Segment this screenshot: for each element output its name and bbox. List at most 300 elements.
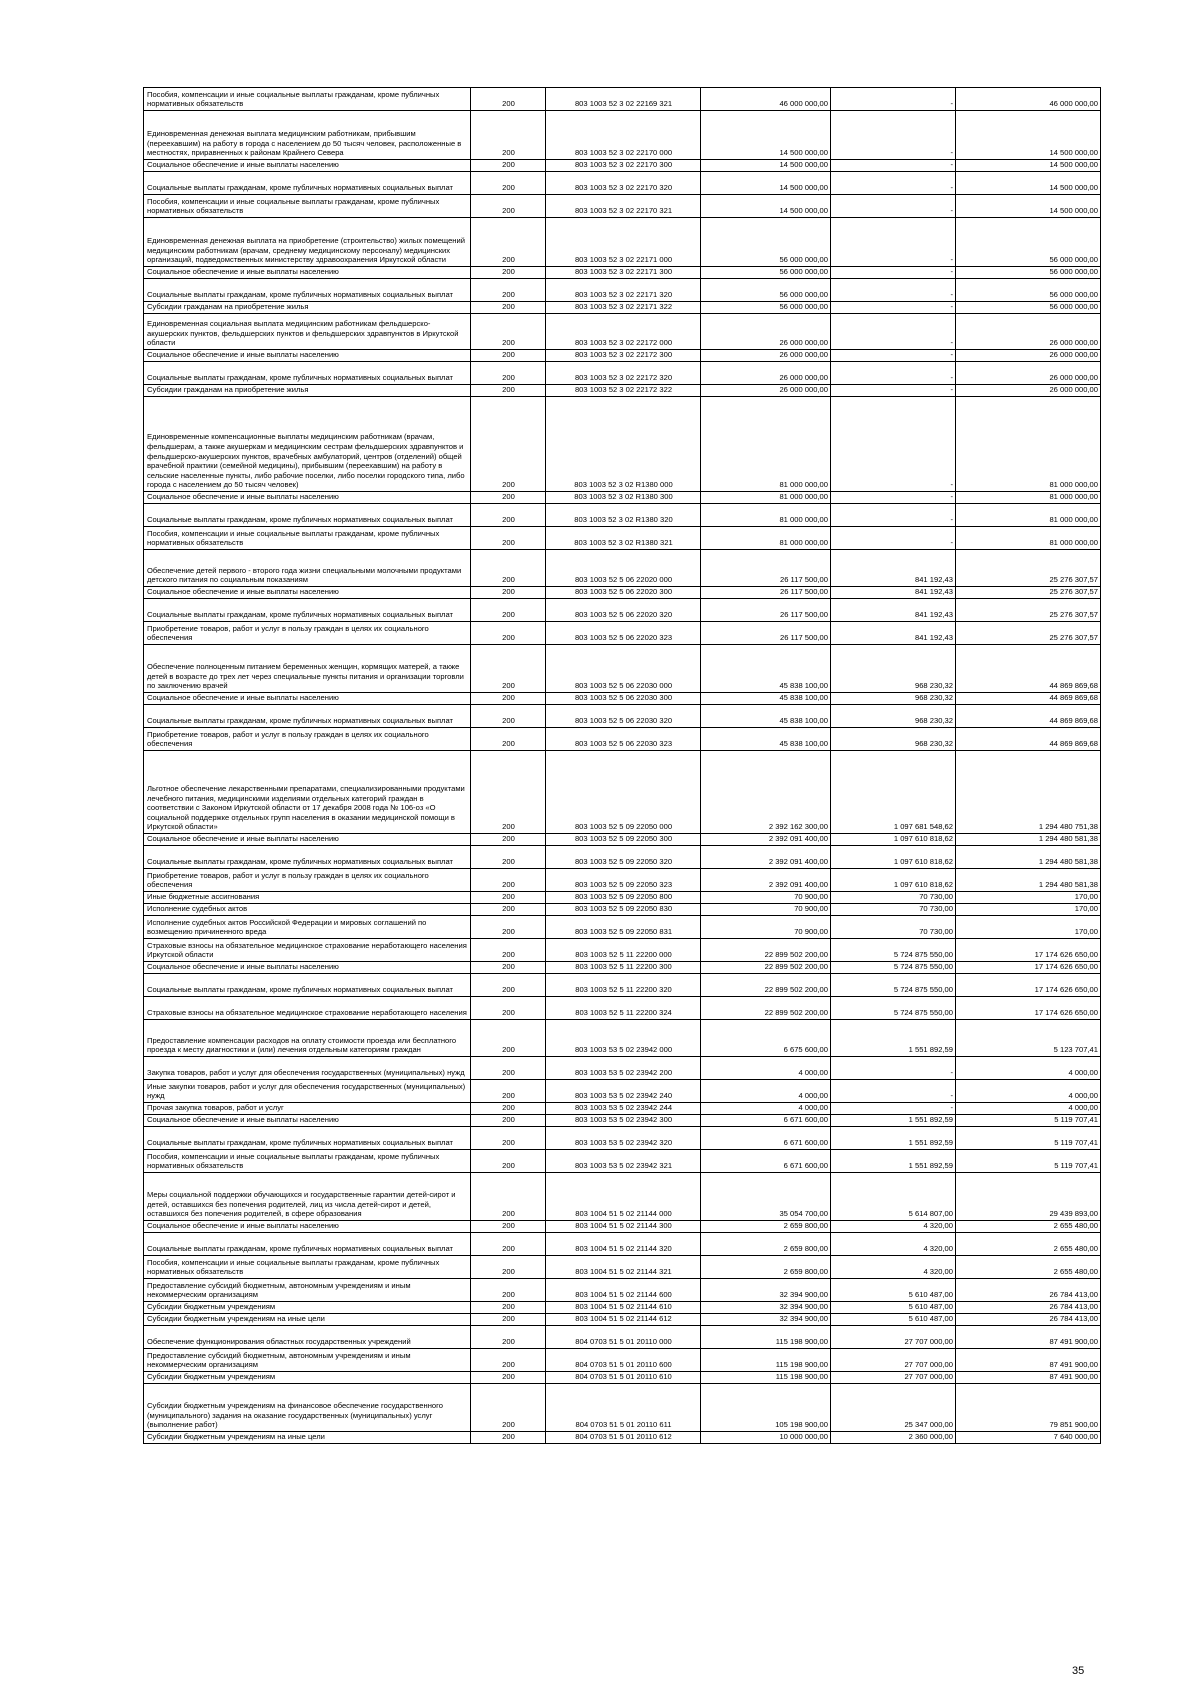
row-description: Социальное обеспечение и иные выплаты населению — [144, 962, 471, 974]
row-description: Иные закупки товаров, работ и услуг для обеспечения государственных (муниципальных) нужд — [144, 1080, 471, 1103]
row-description: Исполнение судебных актов — [144, 904, 471, 916]
row-budget-code: 803 1003 52 5 11 22200 300 — [546, 962, 701, 974]
row-code: 200 — [471, 892, 546, 904]
row-code: 200 — [471, 1256, 546, 1279]
row-code: 200 — [471, 904, 546, 916]
row-executed: - — [831, 1080, 956, 1103]
table-row — [144, 504, 1101, 527]
table-row — [144, 1233, 1101, 1256]
row-remaining: 46 000 000,00 — [956, 88, 1101, 111]
row-approved: 6 671 600,00 — [701, 1150, 831, 1173]
row-approved: 105 198 900,00 — [701, 1384, 831, 1432]
row-approved: 4 000,00 — [701, 1080, 831, 1103]
row-executed: 841 192,43 — [831, 587, 956, 599]
row-budget-code: 803 1003 52 5 06 22020 300 — [546, 587, 701, 599]
row-budget-code: 803 1003 52 3 02 22171 320 — [546, 279, 701, 302]
row-approved: 22 899 502 200,00 — [701, 974, 831, 997]
row-approved: 22 899 502 200,00 — [701, 962, 831, 974]
row-code: 200 — [471, 962, 546, 974]
row-approved: 45 838 100,00 — [701, 705, 831, 728]
row-budget-code: 803 1003 52 3 02 22172 300 — [546, 350, 701, 362]
row-approved: 32 394 900,00 — [701, 1279, 831, 1302]
row-budget-code: 804 0703 51 5 01 20110 610 — [546, 1372, 701, 1384]
row-executed: 1 097 681 548,62 — [831, 751, 956, 834]
row-budget-code: 803 1004 51 5 02 21144 600 — [546, 1279, 701, 1302]
table-row — [144, 1127, 1101, 1150]
row-executed: 968 230,32 — [831, 728, 956, 751]
row-budget-code: 803 1003 52 5 06 22030 320 — [546, 705, 701, 728]
row-description: Исполнение судебных актов Российской Федерации и мировых соглашений по возмещению причиненного вреда — [144, 916, 471, 939]
row-executed: - — [831, 1057, 956, 1080]
row-approved: 81 000 000,00 — [701, 504, 831, 527]
table-row — [144, 314, 1101, 350]
row-code: 200 — [471, 916, 546, 939]
row-approved: 2 659 800,00 — [701, 1256, 831, 1279]
row-remaining: 17 174 626 650,00 — [956, 974, 1101, 997]
row-code: 200 — [471, 160, 546, 172]
row-remaining: 87 491 900,00 — [956, 1372, 1101, 1384]
row-description: Обеспечение функционирования областных государственных учреждений — [144, 1326, 471, 1349]
row-remaining: 4 000,00 — [956, 1057, 1101, 1080]
row-budget-code: 803 1003 53 5 02 23942 240 — [546, 1080, 701, 1103]
row-approved: 70 900,00 — [701, 892, 831, 904]
row-budget-code: 803 1003 53 5 02 23942 320 — [546, 1127, 701, 1150]
row-description: Социальные выплаты гражданам, кроме публичных нормативных социальных выплат — [144, 504, 471, 527]
row-budget-code: 803 1003 53 5 02 23942 000 — [546, 1020, 701, 1057]
row-approved: 70 900,00 — [701, 904, 831, 916]
row-code: 200 — [471, 504, 546, 527]
row-budget-code: 803 1004 51 5 02 21144 300 — [546, 1221, 701, 1233]
row-code: 200 — [471, 974, 546, 997]
row-description: Социальное обеспечение и иные выплаты населению — [144, 160, 471, 172]
row-description: Страховые взносы на обязательное медицинское страхование неработающего населения — [144, 997, 471, 1020]
row-approved: 26 117 500,00 — [701, 599, 831, 622]
table-row — [144, 397, 1101, 492]
row-budget-code: 803 1003 52 5 09 22050 800 — [546, 892, 701, 904]
row-code: 200 — [471, 1150, 546, 1173]
row-remaining: 17 174 626 650,00 — [956, 962, 1101, 974]
row-description: Социальные выплаты гражданам, кроме публичных нормативных социальных выплат — [144, 172, 471, 195]
row-approved: 115 198 900,00 — [701, 1349, 831, 1372]
row-description: Предоставление субсидий бюджетным, автономным учреждениям и иным некоммерческим организациям — [144, 1349, 471, 1372]
row-code: 200 — [471, 111, 546, 160]
row-code: 200 — [471, 362, 546, 385]
row-budget-code: 803 1003 52 3 02 22171 322 — [546, 302, 701, 314]
table-row — [144, 1256, 1101, 1279]
row-code: 200 — [471, 1057, 546, 1080]
row-executed: - — [831, 527, 956, 550]
row-code: 200 — [471, 267, 546, 279]
row-code: 200 — [471, 622, 546, 645]
row-remaining: 81 000 000,00 — [956, 504, 1101, 527]
row-code: 200 — [471, 88, 546, 111]
row-remaining: 56 000 000,00 — [956, 218, 1101, 267]
table-row — [144, 1314, 1101, 1326]
row-remaining: 4 000,00 — [956, 1103, 1101, 1115]
row-code: 200 — [471, 1115, 546, 1127]
row-budget-code: 803 1004 51 5 02 21144 321 — [546, 1256, 701, 1279]
row-executed: 968 230,32 — [831, 645, 956, 693]
row-executed: 4 320,00 — [831, 1221, 956, 1233]
row-executed: 70 730,00 — [831, 916, 956, 939]
table-row — [144, 111, 1101, 160]
row-remaining: 44 869 869,68 — [956, 693, 1101, 705]
table-row — [144, 279, 1101, 302]
row-description: Субсидии гражданам на приобретение жилья — [144, 302, 471, 314]
row-executed: 5 610 487,00 — [831, 1279, 956, 1302]
row-description: Субсидии гражданам на приобретение жилья — [144, 385, 471, 397]
row-code: 200 — [471, 492, 546, 504]
row-remaining: 2 655 480,00 — [956, 1221, 1101, 1233]
row-remaining: 1 294 480 581,38 — [956, 846, 1101, 869]
row-remaining: 170,00 — [956, 916, 1101, 939]
row-executed: 1 551 892,59 — [831, 1127, 956, 1150]
row-description: Предоставление компенсации расходов на оплату стоимости проезда или бесплатного проезда к месту диагностики и (или) лечения отдельным категориям граждан — [144, 1020, 471, 1057]
row-description: Пособия, компенсации и иные социальные выплаты гражданам, кроме публичных нормативных обязательств — [144, 1150, 471, 1173]
row-remaining: 79 851 900,00 — [956, 1384, 1101, 1432]
row-approved: 56 000 000,00 — [701, 218, 831, 267]
row-executed: 27 707 000,00 — [831, 1326, 956, 1349]
table-row — [144, 492, 1101, 504]
row-description: Единовременные компенсационные выплаты медицинским работникам (врачам, фельдшерам, а также акушеркам и медицинским сестрам фельдшерских здравпунктов и фельдшерско-акушерских пунктов, врачебных амбулаторий, центров (отделений) общей врачебной практики (семейной медицины), прибывшим (переехавшим) на работу в сельские населенные пункты, либо рабочие поселки, либо поселки городского типа, либо города с населением до 50 тысяч человек) — [144, 397, 471, 492]
row-approved: 26 000 000,00 — [701, 350, 831, 362]
table-row — [144, 218, 1101, 267]
row-executed: - — [831, 88, 956, 111]
table-row — [144, 1150, 1101, 1173]
row-code: 200 — [471, 751, 546, 834]
row-budget-code: 803 1003 52 5 11 22200 000 — [546, 939, 701, 962]
row-remaining: 87 491 900,00 — [956, 1326, 1101, 1349]
row-remaining: 26 784 413,00 — [956, 1302, 1101, 1314]
row-budget-code: 803 1003 52 5 09 22050 000 — [546, 751, 701, 834]
row-code: 200 — [471, 302, 546, 314]
table-row — [144, 1372, 1101, 1384]
row-executed: - — [831, 172, 956, 195]
row-code: 200 — [471, 1302, 546, 1314]
row-approved: 46 000 000,00 — [701, 88, 831, 111]
row-approved: 32 394 900,00 — [701, 1314, 831, 1326]
row-code: 200 — [471, 527, 546, 550]
row-approved: 26 117 500,00 — [701, 587, 831, 599]
row-budget-code: 803 1003 52 3 02 R1380 320 — [546, 504, 701, 527]
row-remaining: 25 276 307,57 — [956, 622, 1101, 645]
row-executed: 1 551 892,59 — [831, 1150, 956, 1173]
row-budget-code: 803 1003 53 5 02 23942 200 — [546, 1057, 701, 1080]
row-description: Социальные выплаты гражданам, кроме публичных нормативных социальных выплат — [144, 1233, 471, 1256]
row-description: Социальное обеспечение и иные выплаты населению — [144, 693, 471, 705]
row-remaining: 26 784 413,00 — [956, 1314, 1101, 1326]
row-code: 200 — [471, 705, 546, 728]
row-description: Единовременная денежная выплата медицинским работникам, прибывшим (переехавшим) на работу в города с населением до 50 тысяч человек, расположенные в местностях, приравненных к районам Крайнего Севера — [144, 111, 471, 160]
row-budget-code: 803 1003 52 3 02 R1380 300 — [546, 492, 701, 504]
row-budget-code: 803 1003 52 5 06 22020 320 — [546, 599, 701, 622]
row-description: Социальные выплаты гражданам, кроме публичных нормативных социальных выплат — [144, 846, 471, 869]
row-remaining: 2 655 480,00 — [956, 1256, 1101, 1279]
row-description: Социальное обеспечение и иные выплаты населению — [144, 834, 471, 846]
row-code: 200 — [471, 195, 546, 218]
table-row — [144, 267, 1101, 279]
row-remaining: 56 000 000,00 — [956, 279, 1101, 302]
row-approved: 22 899 502 200,00 — [701, 997, 831, 1020]
row-code: 200 — [471, 599, 546, 622]
row-description: Прочая закупка товаров, работ и услуг — [144, 1103, 471, 1115]
row-remaining: 14 500 000,00 — [956, 172, 1101, 195]
table-row — [144, 362, 1101, 385]
row-executed: - — [831, 111, 956, 160]
row-code: 200 — [471, 645, 546, 693]
row-remaining: 26 000 000,00 — [956, 314, 1101, 350]
row-budget-code: 803 1003 52 5 11 22200 324 — [546, 997, 701, 1020]
table-row — [144, 1432, 1101, 1444]
row-budget-code: 804 0703 51 5 01 20110 000 — [546, 1326, 701, 1349]
row-budget-code: 803 1003 52 5 09 22050 831 — [546, 916, 701, 939]
table-row — [144, 527, 1101, 550]
row-budget-code: 803 1003 52 5 09 22050 830 — [546, 904, 701, 916]
row-code: 200 — [471, 1233, 546, 1256]
table-row — [144, 1080, 1101, 1103]
table-row — [144, 869, 1101, 892]
row-approved: 45 838 100,00 — [701, 728, 831, 751]
row-description: Единовременная денежная выплата на приобретение (строительство) жилых помещений медицинским работникам (врачам, среднему медицинскому персоналу) медицинских организаций, подведомственных министерству здравоохранения Иркутской области — [144, 218, 471, 267]
row-budget-code: 803 1003 52 3 02 22170 000 — [546, 111, 701, 160]
row-remaining: 26 784 413,00 — [956, 1279, 1101, 1302]
table-row — [144, 1326, 1101, 1349]
row-executed: 968 230,32 — [831, 705, 956, 728]
row-executed: - — [831, 350, 956, 362]
table-row — [144, 172, 1101, 195]
row-code: 200 — [471, 385, 546, 397]
row-code: 200 — [471, 869, 546, 892]
row-remaining: 26 000 000,00 — [956, 350, 1101, 362]
row-executed: 1 097 610 818,62 — [831, 834, 956, 846]
row-executed: 5 724 875 550,00 — [831, 997, 956, 1020]
row-description: Социальные выплаты гражданам, кроме публичных нормативных социальных выплат — [144, 974, 471, 997]
row-approved: 14 500 000,00 — [701, 195, 831, 218]
row-approved: 115 198 900,00 — [701, 1326, 831, 1349]
row-remaining: 17 174 626 650,00 — [956, 939, 1101, 962]
row-executed: 5 724 875 550,00 — [831, 939, 956, 962]
row-budget-code: 803 1003 52 3 02 22172 320 — [546, 362, 701, 385]
row-code: 200 — [471, 1372, 546, 1384]
row-code: 200 — [471, 1221, 546, 1233]
row-approved: 14 500 000,00 — [701, 172, 831, 195]
table-row — [144, 1384, 1101, 1432]
row-approved: 115 198 900,00 — [701, 1372, 831, 1384]
row-approved: 26 000 000,00 — [701, 314, 831, 350]
row-code: 200 — [471, 397, 546, 492]
row-approved: 35 054 700,00 — [701, 1173, 831, 1221]
row-description: Социальное обеспечение и иные выплаты населению — [144, 492, 471, 504]
table-row — [144, 705, 1101, 728]
budget-table — [143, 87, 1101, 1444]
table-row — [144, 160, 1101, 172]
row-budget-code: 803 1003 52 3 02 R1380 000 — [546, 397, 701, 492]
table-row — [144, 751, 1101, 834]
row-code: 200 — [471, 1384, 546, 1432]
row-executed: - — [831, 267, 956, 279]
row-remaining: 26 000 000,00 — [956, 362, 1101, 385]
row-code: 200 — [471, 1080, 546, 1103]
row-budget-code: 803 1003 52 3 02 22171 000 — [546, 218, 701, 267]
row-executed: 1 551 892,59 — [831, 1115, 956, 1127]
row-budget-code: 803 1003 52 3 02 22170 300 — [546, 160, 701, 172]
row-budget-code: 803 1003 53 5 02 23942 321 — [546, 1150, 701, 1173]
row-description: Социальное обеспечение и иные выплаты населению — [144, 1115, 471, 1127]
row-budget-code: 804 0703 51 5 01 20110 611 — [546, 1384, 701, 1432]
table-row — [144, 1103, 1101, 1115]
row-approved: 32 394 900,00 — [701, 1302, 831, 1314]
table-row — [144, 1020, 1101, 1057]
row-budget-code: 803 1003 53 5 02 23942 244 — [546, 1103, 701, 1115]
row-remaining: 5 119 707,41 — [956, 1150, 1101, 1173]
row-description: Обеспечение детей первого - второго года жизни специальными молочными продуктами детского питания по социальным показаниям — [144, 550, 471, 587]
row-code: 200 — [471, 314, 546, 350]
row-executed: 5 614 807,00 — [831, 1173, 956, 1221]
row-approved: 6 675 600,00 — [701, 1020, 831, 1057]
row-description: Субсидии бюджетным учреждениям на иные цели — [144, 1314, 471, 1326]
row-executed: - — [831, 195, 956, 218]
row-remaining: 2 655 480,00 — [956, 1233, 1101, 1256]
row-description: Социальное обеспечение и иные выплаты населению — [144, 1221, 471, 1233]
table-row — [144, 350, 1101, 362]
row-code: 200 — [471, 834, 546, 846]
table-row — [144, 1279, 1101, 1302]
row-approved: 56 000 000,00 — [701, 267, 831, 279]
row-description: Субсидии бюджетным учреждениям — [144, 1372, 471, 1384]
row-description: Пособия, компенсации и иные социальные выплаты гражданам, кроме публичных нормативных обязательств — [144, 195, 471, 218]
row-executed: 5 724 875 550,00 — [831, 974, 956, 997]
row-remaining: 25 276 307,57 — [956, 599, 1101, 622]
row-remaining: 29 439 893,00 — [956, 1173, 1101, 1221]
row-remaining: 87 491 900,00 — [956, 1349, 1101, 1372]
row-approved: 26 117 500,00 — [701, 622, 831, 645]
table-row — [144, 622, 1101, 645]
row-approved: 2 659 800,00 — [701, 1233, 831, 1256]
row-code: 200 — [471, 1103, 546, 1115]
row-approved: 2 659 800,00 — [701, 1221, 831, 1233]
table-row — [144, 939, 1101, 962]
table-row — [144, 728, 1101, 751]
table-row — [144, 962, 1101, 974]
table-row — [144, 892, 1101, 904]
row-remaining: 170,00 — [956, 904, 1101, 916]
row-description: Социальные выплаты гражданам, кроме публичных нормативных социальных выплат — [144, 1127, 471, 1150]
row-description: Закупка товаров, работ и услуг для обеспечения государственных (муниципальных) нужд — [144, 1057, 471, 1080]
table-row — [144, 1173, 1101, 1221]
row-description: Страховые взносы на обязательное медицинское страхование неработающего населения Иркутской области — [144, 939, 471, 962]
row-approved: 45 838 100,00 — [701, 645, 831, 693]
table-row — [144, 693, 1101, 705]
row-executed: 841 192,43 — [831, 550, 956, 587]
row-approved: 22 899 502 200,00 — [701, 939, 831, 962]
row-approved: 56 000 000,00 — [701, 302, 831, 314]
table-row — [144, 385, 1101, 397]
page-number: 35 — [1072, 1665, 1085, 1677]
row-budget-code: 804 0703 51 5 01 20110 600 — [546, 1349, 701, 1372]
row-approved: 6 671 600,00 — [701, 1127, 831, 1150]
row-executed: 70 730,00 — [831, 904, 956, 916]
row-approved: 26 000 000,00 — [701, 385, 831, 397]
row-executed: - — [831, 397, 956, 492]
row-budget-code: 803 1003 52 3 02 22172 000 — [546, 314, 701, 350]
row-description: Социальные выплаты гражданам, кроме публичных нормативных социальных выплат — [144, 705, 471, 728]
row-budget-code: 803 1003 52 5 09 22050 323 — [546, 869, 701, 892]
row-code: 200 — [471, 846, 546, 869]
row-approved: 2 392 091 400,00 — [701, 834, 831, 846]
row-code: 200 — [471, 1020, 546, 1057]
table-row — [144, 1115, 1101, 1127]
table-row — [144, 88, 1101, 111]
row-executed: - — [831, 314, 956, 350]
table-row — [144, 974, 1101, 997]
row-code: 200 — [471, 1127, 546, 1150]
row-code: 200 — [471, 1326, 546, 1349]
row-budget-code: 803 1004 51 5 02 21144 000 — [546, 1173, 701, 1221]
row-description: Обеспечение полноценным питанием беременных женщин, кормящих матерей, а также детей в возрасте до трех лет через специальные пункты питания и организации торговли по заключению врачей — [144, 645, 471, 693]
row-remaining: 1 294 480 751,38 — [956, 751, 1101, 834]
row-approved: 4 000,00 — [701, 1103, 831, 1115]
row-remaining: 81 000 000,00 — [956, 492, 1101, 504]
row-remaining: 44 869 869,68 — [956, 728, 1101, 751]
row-remaining: 1 294 480 581,38 — [956, 869, 1101, 892]
row-executed: - — [831, 492, 956, 504]
row-description: Пособия, компенсации и иные социальные выплаты гражданам, кроме публичных нормативных обязательств — [144, 88, 471, 111]
row-executed: 841 192,43 — [831, 622, 956, 645]
row-remaining: 5 119 707,41 — [956, 1115, 1101, 1127]
row-remaining: 5 119 707,41 — [956, 1127, 1101, 1150]
row-approved: 81 000 000,00 — [701, 397, 831, 492]
table-row — [144, 550, 1101, 587]
row-code: 200 — [471, 1173, 546, 1221]
row-budget-code: 803 1003 52 5 06 22020 323 — [546, 622, 701, 645]
row-code: 200 — [471, 1349, 546, 1372]
row-description: Приобретение товаров, работ и услуг в пользу граждан в целях их социального обеспечения — [144, 869, 471, 892]
row-executed: - — [831, 362, 956, 385]
row-description: Льготное обеспечение лекарственными препаратами, специализированными продуктами лечебного питания, медицинскими изделиями отдельных категорий граждан в соответствии с Законом Иркутской области от 17 декабря 2008 года № 106-оз «О социальной поддержке отдельных групп населения в оказании медицинской помощи в Иркутской области» — [144, 751, 471, 834]
row-executed: 27 707 000,00 — [831, 1372, 956, 1384]
row-executed: 968 230,32 — [831, 693, 956, 705]
table-row — [144, 846, 1101, 869]
row-code: 200 — [471, 350, 546, 362]
row-description: Социальные выплаты гражданам, кроме публичных нормативных социальных выплат — [144, 279, 471, 302]
row-executed: 5 610 487,00 — [831, 1314, 956, 1326]
row-description: Единовременная социальная выплата медицинским работникам фельдшерско-акушерских пунктов, фельдшерских пунктов и фельдшерских здравпунктов в Иркутской области — [144, 314, 471, 350]
table-row — [144, 904, 1101, 916]
row-executed: 4 320,00 — [831, 1256, 956, 1279]
row-approved: 56 000 000,00 — [701, 279, 831, 302]
row-remaining: 44 869 869,68 — [956, 705, 1101, 728]
row-budget-code: 803 1003 52 5 09 22050 320 — [546, 846, 701, 869]
row-budget-code: 803 1003 52 5 06 22030 323 — [546, 728, 701, 751]
row-budget-code: 803 1003 52 3 02 22169 321 — [546, 88, 701, 111]
row-description: Субсидии бюджетным учреждениям на финансовое обеспечение государственного (муниципального) задания на оказание государственных (муниципальных) услуг (выполнение работ) — [144, 1384, 471, 1432]
table-row — [144, 587, 1101, 599]
row-approved: 6 671 600,00 — [701, 1115, 831, 1127]
row-code: 200 — [471, 550, 546, 587]
row-description: Иные бюджетные ассигнования — [144, 892, 471, 904]
row-remaining: 25 276 307,57 — [956, 550, 1101, 587]
row-budget-code: 803 1004 51 5 02 21144 612 — [546, 1314, 701, 1326]
row-executed: 25 347 000,00 — [831, 1384, 956, 1432]
row-description: Субсидии бюджетным учреждениям на иные цели — [144, 1432, 471, 1444]
row-budget-code: 803 1003 52 5 06 22030 000 — [546, 645, 701, 693]
row-remaining: 25 276 307,57 — [956, 587, 1101, 599]
row-executed: 70 730,00 — [831, 892, 956, 904]
table-row — [144, 834, 1101, 846]
row-code: 200 — [471, 997, 546, 1020]
row-remaining: 56 000 000,00 — [956, 302, 1101, 314]
row-code: 200 — [471, 1279, 546, 1302]
